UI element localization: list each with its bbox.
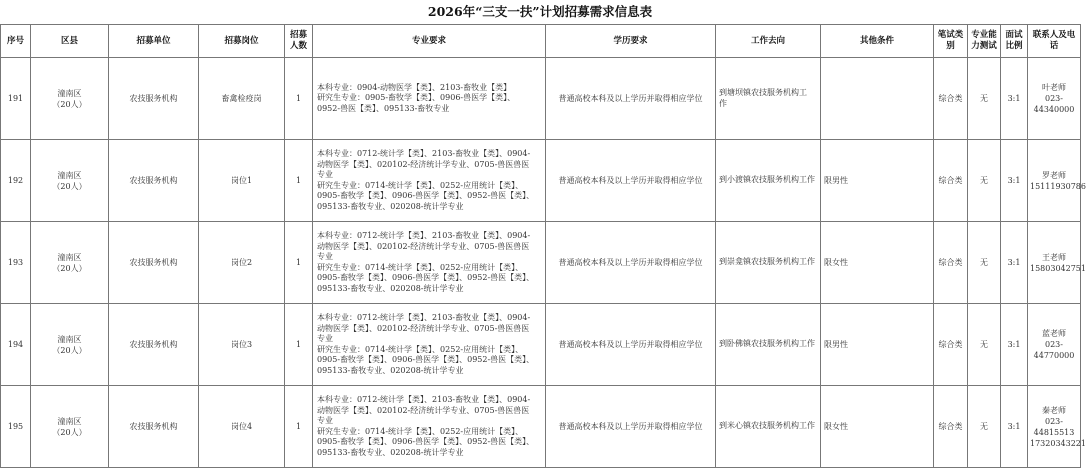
cell-major-line: 专业	[317, 170, 333, 179]
table-row	[1, 222, 1081, 304]
header-major: 专业要求	[313, 25, 546, 58]
cell-work	[716, 140, 821, 222]
cell-major	[313, 58, 546, 140]
cell-unit: 农技服务机构	[109, 140, 199, 222]
cell-seq: 192	[1, 140, 31, 222]
cell-contact	[1028, 58, 1081, 140]
header-seq: 序号	[1, 25, 31, 58]
header-post: 招募岗位	[199, 25, 285, 58]
cell-major-line: 专业	[317, 252, 333, 261]
cell-major-line: 095133-畜牧专业、020208-统计学专业	[317, 365, 464, 375]
cell-work	[716, 222, 821, 304]
cell-edu: 普通高校本科及以上学历并取得相应学位	[546, 140, 716, 222]
cell-major-line: 095133-畜牧专业、020208-统计学专业	[317, 201, 464, 211]
district-name: 潼南区	[57, 88, 82, 98]
cell-major-line: 0905-畜牧学【类】、0906-兽医学【类】、0952-兽医【类】、	[317, 273, 535, 282]
cell-other: 限女性	[821, 386, 934, 468]
cell-count: 1	[285, 140, 313, 222]
cell-seq: 191	[1, 58, 31, 140]
cell-exam: 综合类	[934, 304, 968, 386]
cell-ratio: 3:1	[1001, 222, 1028, 304]
district-count: （20人）	[52, 181, 87, 191]
cell-post: 岗位1	[199, 140, 285, 222]
district-count: （20人）	[52, 99, 87, 109]
cell-post: 岗位4	[199, 386, 285, 468]
cell-other: 限女性	[821, 222, 934, 304]
cell-contact	[1028, 386, 1086, 468]
cell-major-line: 研究生专业：0905-畜牧学【类】、0906-兽医学【类】、	[317, 93, 516, 103]
contact-phone: 17320343221	[1030, 438, 1086, 448]
cell-district	[31, 58, 109, 140]
page-title: 2026年“三支一扶”计划招募需求信息表	[427, 4, 653, 19]
cell-major-line: 专业	[317, 334, 333, 343]
table-row	[1, 304, 1081, 386]
contact-phone: 023-44815513	[1033, 416, 1075, 437]
cell-skill: 无	[968, 140, 1001, 222]
cell-ratio: 3:1	[1001, 304, 1028, 386]
cell-contact	[1028, 140, 1086, 222]
cell-unit: 农技服务机构	[109, 222, 199, 304]
district-name: 潼南区	[57, 416, 82, 426]
cell-skill: 无	[968, 386, 1001, 468]
cell-post: 岗位3	[199, 304, 285, 386]
cell-work-line: 到崇龛镇农技服务机构工作	[719, 257, 815, 267]
cell-edu: 普通高校本科及以上学历并取得相应学位	[546, 58, 716, 140]
header-work: 工作去向	[716, 25, 821, 58]
cell-major-line: 本科专业：0712-统计学【类】、2103-畜牧业【类】、0904-	[317, 395, 531, 404]
contact-name: 蓝老师	[1042, 329, 1066, 338]
cell-district	[31, 140, 109, 222]
contact-name: 王老师	[1042, 252, 1066, 262]
header-district: 区县	[31, 25, 109, 58]
cell-other	[821, 58, 934, 140]
cell-exam: 综合类	[934, 222, 968, 304]
cell-major-line: 专业	[317, 416, 333, 425]
cell-major	[313, 140, 546, 222]
district-name: 潼南区	[57, 170, 82, 180]
cell-unit: 农技服务机构	[109, 386, 199, 468]
cell-contact	[1028, 222, 1086, 304]
cell-major-line: 本科专业：0712-统计学【类】、2103-畜牧业【类】、0904-	[317, 149, 531, 158]
cell-work-line: 作	[719, 98, 727, 108]
district-name: 潼南区	[57, 334, 82, 344]
cell-major-line: 动物医学【类】、020102-经济统计学专业、0705-兽医兽医	[317, 405, 530, 415]
cell-seq: 195	[1, 386, 31, 468]
contact-phone: 023-44770000	[1033, 340, 1075, 360]
contact-name: 叶老师	[1042, 83, 1066, 92]
cell-major-line: 动物医学【类】、020102-经济统计学专业、0705-兽医兽医	[317, 241, 530, 251]
cell-work-line: 到塘坝镇农技服务机构工	[719, 88, 807, 97]
cell-other: 限男性	[821, 140, 934, 222]
header-exam: 笔试类别	[934, 25, 968, 58]
cell-work-line: 到米心镇农技服务机构工作	[719, 421, 815, 431]
cell-work	[716, 58, 821, 140]
cell-major-line: 095133-畜牧专业、020208-统计学专业	[317, 447, 464, 457]
cell-exam: 综合类	[934, 140, 968, 222]
cell-ratio: 3:1	[1001, 386, 1028, 468]
district-count: （20人）	[52, 427, 87, 437]
cell-major-line: 本科专业：0712-统计学【类】、2103-畜牧业【类】、0904-	[317, 313, 531, 322]
cell-work	[716, 386, 821, 468]
cell-skill: 无	[968, 304, 1001, 386]
cell-district	[31, 304, 109, 386]
cell-major-line: 动物医学【类】、020102-经济统计学专业、0705-兽医兽医	[317, 159, 530, 169]
cell-major-line: 095133-畜牧专业、020208-统计学专业	[317, 283, 464, 293]
cell-edu: 普通高校本科及以上学历并取得相应学位	[546, 222, 716, 304]
table-row	[1, 58, 1081, 140]
cell-edu: 普通高校本科及以上学历并取得相应学位	[546, 304, 716, 386]
header-skill: 专业能力测试	[968, 25, 1001, 58]
cell-other: 限男性	[821, 304, 934, 386]
cell-count: 1	[285, 304, 313, 386]
cell-district	[31, 386, 109, 468]
cell-work-line: 到卧佛镇农技服务机构工作	[719, 339, 815, 349]
header-other: 其他条件	[821, 25, 934, 58]
cell-contact	[1028, 304, 1081, 386]
cell-major-line: 研究生专业：0714-统计学【类】、0252-应用统计【类】、	[317, 180, 524, 190]
district-count: （20人）	[52, 263, 87, 273]
cell-edu: 普通高校本科及以上学历并取得相应学位	[546, 386, 716, 468]
contact-phone: 023-44340000	[1033, 94, 1075, 114]
district-name: 潼南区	[57, 252, 82, 262]
table-row	[1, 386, 1081, 468]
cell-major-line: 0952-兽医【类】、095133-畜牧专业	[317, 103, 450, 113]
cell-ratio: 3:1	[1001, 58, 1028, 140]
cell-major	[313, 386, 546, 468]
header-edu: 学历要求	[546, 25, 716, 58]
cell-major-line: 本科专业：0712-统计学【类】、2103-畜牧业【类】、0904-	[317, 231, 531, 240]
cell-seq: 194	[1, 304, 31, 386]
cell-ratio: 3:1	[1001, 140, 1028, 222]
cell-count: 1	[285, 386, 313, 468]
cell-major	[313, 222, 546, 304]
cell-count: 1	[285, 222, 313, 304]
cell-count: 1	[285, 58, 313, 140]
cell-major	[313, 304, 546, 386]
cell-unit: 农技服务机构	[109, 58, 199, 140]
header-ratio: 面试比例	[1001, 25, 1028, 58]
cell-seq: 193	[1, 222, 31, 304]
cell-major-line: 研究生专业：0714-统计学【类】、0252-应用统计【类】、	[317, 426, 524, 436]
cell-exam: 综合类	[934, 58, 968, 140]
contact-name: 罗老师	[1042, 170, 1066, 180]
contact-phone: 15111930786	[1030, 181, 1086, 191]
cell-district	[31, 222, 109, 304]
cell-post: 岗位2	[199, 222, 285, 304]
cell-work	[716, 304, 821, 386]
cell-exam: 综合类	[934, 386, 968, 468]
cell-unit: 农技服务机构	[109, 304, 199, 386]
cell-major-line: 0905-畜牧学【类】、0906-兽医学【类】、0952-兽医【类】、	[317, 191, 535, 200]
cell-work-line: 到小渡镇农技服务机构工作	[719, 175, 815, 185]
cell-post: 畜禽检疫岗	[199, 58, 285, 140]
cell-major-line: 研究生专业：0714-统计学【类】、0252-应用统计【类】、	[317, 262, 524, 272]
header-contact: 联系人及电话	[1028, 25, 1081, 58]
header-unit: 招募单位	[109, 25, 199, 58]
contact-name: 秦老师	[1042, 405, 1066, 415]
cell-major-line: 动物医学【类】、020102-经济统计学专业、0705-兽医兽医	[317, 323, 530, 333]
cell-major-line: 0905-畜牧学【类】、0906-兽医学【类】、0952-兽医【类】、	[317, 437, 535, 446]
table-header-row	[1, 25, 1081, 58]
table-row	[1, 140, 1081, 222]
cell-skill: 无	[968, 58, 1001, 140]
contact-phone: 15803042751	[1030, 263, 1086, 273]
district-count: （20人）	[52, 345, 87, 355]
cell-major-line: 本科专业：0904-动物医学【类】、2103-畜牧业【类】	[317, 82, 512, 92]
cell-major-line: 研究生专业：0714-统计学【类】、0252-应用统计【类】、	[317, 344, 524, 354]
recruitment-table	[0, 24, 1086, 468]
cell-major-line: 0905-畜牧学【类】、0906-兽医学【类】、0952-兽医【类】、	[317, 355, 535, 364]
header-count: 招募人数	[285, 25, 313, 58]
cell-skill: 无	[968, 222, 1001, 304]
